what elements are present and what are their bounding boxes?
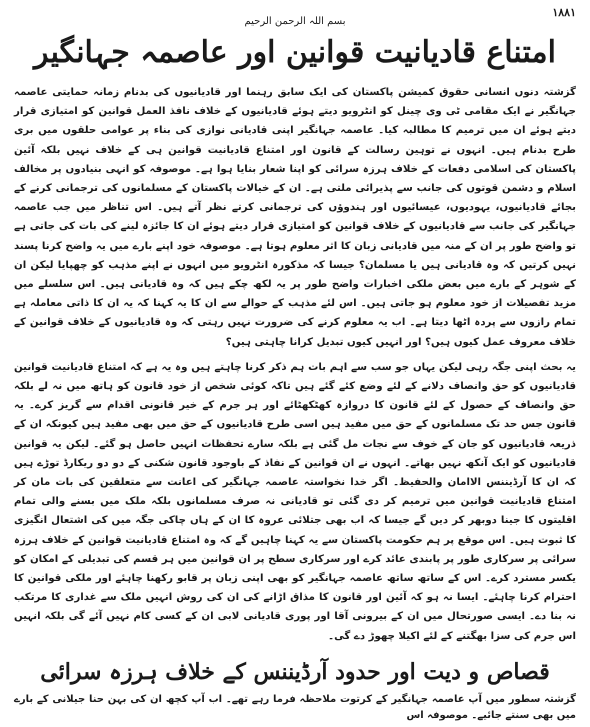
page-number: ۱۸۸۱ [552, 6, 576, 19]
article-paragraph-2: یہ بحث اپنی جگہ رہی لیکن یہاں جو سب سے اہم بات ہم ذکر کرنا چاہتے ہیں وہ یہ ہے کہ امتناع قادیانیت قوانین قادیانیوں کو حق وانصاف دلانے کے لئے وضع کئے گئے ہیں تاکہ کوئی شخص از خود قانون کو ہاتھ میں نہ لے بلکہ حق وانصاف کے حصول کے لئے قانون کا دروازہ کھٹکھٹائے اور ہر جرم کے خیر قانونی اقدام سے گریز کرے۔ یہ قانون جس حد تک مسلمانوں کے حق میں مفید ہیں اسی طرح قادیانیوں کے حق میں بھی مفید ہیں کیونکہ ان کے ذریعہ قادیانیوں کو جان کے خوف سے نجات مل گئی ہے بلکہ سارے تحفظات انہیں حاصل ہو گئے۔ لیکن یہ قوانین قادیانیوں کو ایک آنکھ نہیں بھاتے۔ انہوں نے ان قوانین کے نفاذ کے باوجود قانون شکنی کے دو دو ریکارڈ توڑے ہیں کہ ان کا آرڈیننس الاامان والحفیظ۔ اگر خدا نخواستہ عاصمہ جہانگیر کی اعانت سے متعلقین کی بات مان کر امتناع قادیانیت قوانین میں ترمیم کر دی گئی تو قادیانی نہ صرف مسلمانوں بلکہ ملک میں بسنے والی تمام اقلیتوں کا جینا دوبھر کر دیں گے جیسا کہ اب بھی جتلائی عروہ کا ان کے ہاں چاکی جگہ میں کی اشتعال انگیزی کا ثبوت ہیں۔ اس موقع پر ہم حکومت پاکستان سے یہ کہنا چاہیں گے کہ وہ امتناع قادیانیت قوانین کے خلاف ہرزہ سرائی پر سرکاری طور پر پابندی عائد کرے اور سرکاری سطح پر ان قوانین میں ہر قسم کی تبدیلی کے امکان کو یکسر مسترد کرے۔ اس کے ساتھ ساتھ عاصمہ جہانگیر کو بھی اپنی زبان پر قابو رکھنا چاہئے اور ملکی قوانین کا احترام کرنا چاہئے۔ ایسا نہ ہو کہ آئین اور قانون کا مذاق اڑانے کی ان کی روش انہیں ملک سے غداری کا مرتکب نہ بنا دے۔ ایسی صورتحال میں ان کے بیرونی آقا اور پوری قادیانی لابی ان کے کسی کام نہیں آئے گی بلکہ انہیں اس جرم کی سزا بھگتنے کے لئے اکیلا چھوڑ دے گی۔ [14, 361, 576, 642]
bismillah-header: بسم اللہ الرحمن الرحیم [244, 16, 346, 27]
section-paragraph: گزشتہ سطور میں آپ عاصمہ جہانگیر کے کرتوت ملاحظہ فرما رہے تھے۔ اب آپ کچھ ان کی بہن حنا جیلانی کے بارے میں بھی سنتے جائیے۔ موصوفہ اس [14, 693, 576, 721]
section-title: قصاص و دیت اور حدود آرڈیننس کے خلاف ہرزہ سرائی [40, 658, 550, 685]
article-paragraph-1: گزشتہ دنوں انسانی حقوق کمیشن پاکستان کی ایک سابق رہنما اور قادیانیوں کی بدنام زمانہ حمایتی عاصمہ جہانگیر نے ایک مقامی ٹی وی چینل کو انٹرویو دیتے ہوئے قادیانیوں کے خلاف نافذ العمل قوانین کو امتیازی قرار دیتے ہوئے ان میں ترمیم کا مطالبہ کیا۔ عاصمہ جہانگیر اپنی قادیانی نوازی کی بناء پر عوامی حلقوں میں بری طرح بدنام ہیں۔ انہوں نے توہین رسالت کے قانون اور امتناع قادیانیت قوانین ہی کے خلاف نہیں بلکہ آئین پاکستان کی اسلامی دفعات کے خلاف ہرزہ سرائی کو اپنا شعار بنایا ہوا ہے۔ موصوفہ کو انہی بنیادوں پر مخالف اسلام و دشمن قوتوں کی جانب سے پذیرائی ملتی ہے۔ ان کے خیالات پاکستان کے مسلمانوں کی ترجمانی کرنے کے بجائے قادیانیوں، یہودیوں، عیسائیوں اور ہندوؤں کی ترجمانی کرتے نظر آتے ہیں۔ اس تناظر میں جب عاصمہ جہانگیر کی جانب سے قادیانیوں کے خلاف قوانین کو امتیازی قرار دیتے ہوئے ان کا جائزہ لینے کی بات کی جاتی ہے تو واضح طور پر ان کے منہ میں قادیانی زبان کا اثر معلوم ہوتا ہے۔ موصوفہ خود اپنے بارے میں یہ واضح کرنا پسند نہیں کرتیں کہ وہ قادیانی ہیں یا مسلمان؟ جیسا کہ مذکورہ انٹرویو میں انہوں نے اپنے مذہب کو چھپایا لیکن ان کے شوہر کے بارے میں بعض ملکی اخبارات واضح طور پر یہ لکھ چکے ہیں کہ وہ قادیانی ہیں۔ اس سلسلے میں مزید تفصیلات از خود معلوم ہو جاتی ہیں۔ اس لئے مذہب کے حوالے سے ان کا یہ کہنا کہ یہ ان کا ذاتی معاملہ ہے تمام رازوں سے پردہ اٹھا دیتا ہے۔ اب یہ معلوم کرنے کی ضرورت نہیں رہتی کہ وہ قادیانیوں کے خلاف قوانین کے خلاف معروف عمل کیوں ہیں؟ اور انہیں کیوں تبدیل کرانا چاہتی ہیں؟ [14, 87, 576, 348]
article-title: امتناع قادیانیت قوانین اور عاصمہ جہانگیر [34, 35, 556, 70]
